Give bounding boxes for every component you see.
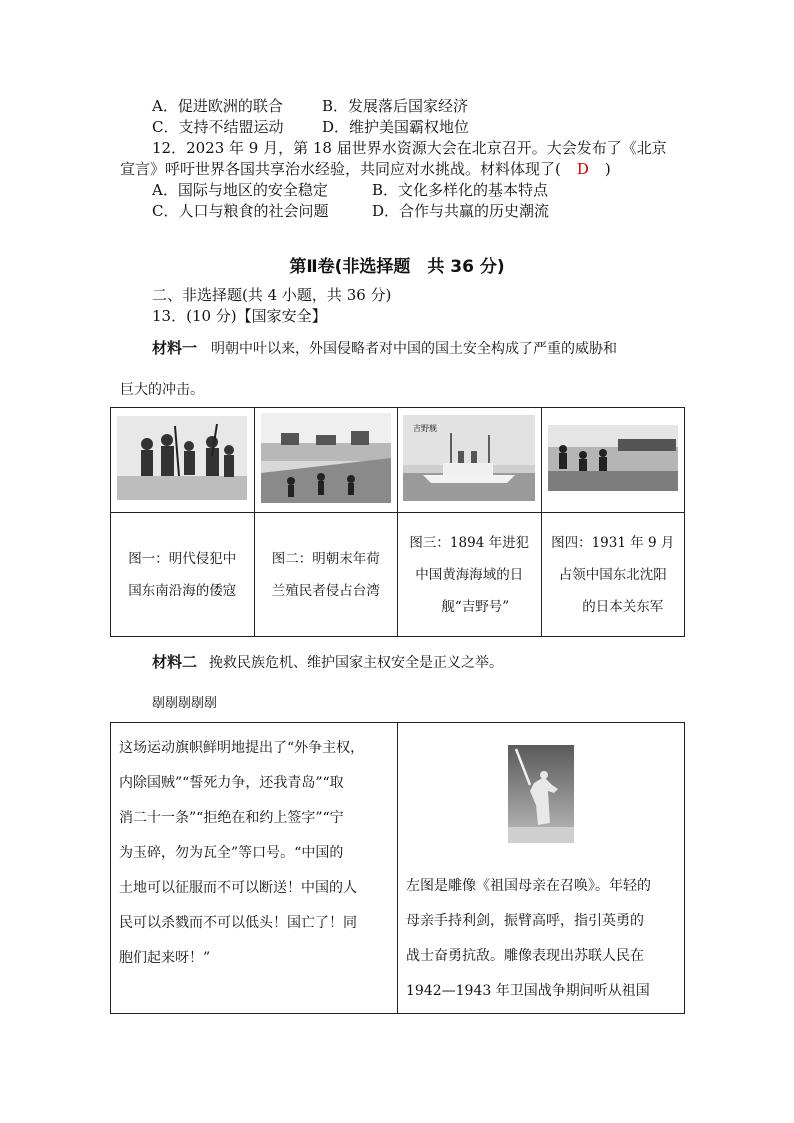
image-table xyxy=(110,407,685,637)
image-cell-1 xyxy=(111,408,255,513)
caption-4-line1: 图四：1931 年 9 月 xyxy=(551,534,675,551)
q13-header: 13．(10 分)【国家安全】 xyxy=(152,307,327,325)
ship-label: 吉野舰 xyxy=(413,424,438,433)
left-line-6: 民可以杀戮而不可以低头！国亡了！同 xyxy=(119,915,357,931)
q12-stem-line1: 12．2023 年 9 月，第 18 届世界水资源大会在北京召开。大会发布了《北京 xyxy=(152,139,667,157)
caption-1-line1: 图一：明代侵犯中 xyxy=(128,550,237,567)
part2-header: 二、非选择题(共 4 小题，共 36 分) xyxy=(152,286,392,304)
right-line-4: 1942—1943 年卫国战争期间听从祖国 xyxy=(406,983,650,999)
material2-text: 挽救民族危机、维护国家主权安全是正义之举。 xyxy=(209,655,504,671)
material1-label: 材料一 xyxy=(152,339,198,357)
dutch-taiwan-image xyxy=(261,413,391,503)
yoshino-warship-image xyxy=(403,415,535,501)
caption-1 xyxy=(111,513,255,637)
q12-option-d: D．合作与共赢的历史潮流 xyxy=(372,202,550,220)
caption-4-line2: 占领中国东北沈阳 xyxy=(558,566,667,583)
q11-option-a: A．促进欧洲的联合 xyxy=(152,97,283,115)
statue-image-wrap xyxy=(406,731,676,869)
image-cell-3 xyxy=(398,408,542,513)
material1-line2: 巨大的冲击。 xyxy=(120,382,204,398)
q12-close-paren: ) xyxy=(604,160,611,178)
right-line-1: 左图是雕像《祖国母亲在召唤》。年轻的 xyxy=(406,878,651,894)
image-cell-2 xyxy=(254,408,398,513)
left-line-1: 这场运动旗帜鲜明地提出了“外争主权， xyxy=(119,740,365,756)
q12-option-c: C．人口与粮食的社会问题 xyxy=(152,202,329,220)
caption-2-line1: 图二：明朝末年荷 xyxy=(271,550,380,567)
q12-stem-line2 xyxy=(120,159,611,179)
caption-3-line3: 舰“吉野号” xyxy=(441,598,510,615)
q11-option-d: D．维护美国霸权地位 xyxy=(322,118,470,136)
left-line-5: 土地可以征服而不可以断送！中国的人 xyxy=(119,880,357,896)
material2-line xyxy=(152,652,503,673)
caption-2 xyxy=(254,513,398,637)
q12-stem-line2-text: 宣言》呼吁世界各国共享治水经验，共同应对水挑战。材料体现了( xyxy=(120,160,561,178)
left-line-3: 消二十一条”“拒绝在和约上签字”“宁 xyxy=(119,810,344,826)
caption-4-line3: 的日本关东军 xyxy=(582,598,664,615)
wokou-pirates-image xyxy=(117,416,247,500)
material1-line1 xyxy=(152,338,617,359)
q11-option-b: B．发展落后国家经济 xyxy=(322,97,469,115)
may-fourth-text-cell xyxy=(111,723,398,1014)
motherland-calls-statue-image xyxy=(508,745,574,843)
right-line-2: 母亲手持利剑，振臂高呼，指引英勇的 xyxy=(406,913,644,929)
material1-text: 明朝中叶以来，外国侵略者对中国的国土安全构成了严重的威胁和 xyxy=(211,341,618,357)
caption-3-line2: 中国黄海海域的日 xyxy=(415,566,524,583)
left-line-7: 胞们起来呀！” xyxy=(119,950,211,966)
caption-3-line1: 图三：1894 年进犯 xyxy=(409,534,530,551)
left-line-2: 内除国贼”“誓死力争，还我青岛”“取 xyxy=(119,775,344,791)
material2-label: 材料二 xyxy=(152,653,198,671)
caption-2-line2: 兰殖民者侵占台湾 xyxy=(271,582,380,599)
image-cell-4 xyxy=(541,408,685,513)
statue-cell xyxy=(398,723,685,1014)
section-title: 第Ⅱ卷(非选择题 共 36 分) xyxy=(289,257,505,277)
kwantung-army-image xyxy=(548,425,678,491)
material2-table xyxy=(110,722,685,1014)
caption-3 xyxy=(398,513,542,637)
caption-1-line2: 国东南沿海的倭寇 xyxy=(128,582,237,599)
q12-option-a: A．国际与地区的安全稳定 xyxy=(152,181,328,199)
q12-answer: D xyxy=(576,160,589,178)
material2-placeholder: 㓭㓭㓭㓭㓭 xyxy=(152,696,218,711)
caption-4 xyxy=(541,513,685,637)
left-line-4: 为玉碎，勿为瓦全”等口号。“中国的 xyxy=(119,845,344,861)
q11-option-c: C．支持不结盟运动 xyxy=(152,118,284,136)
q12-option-b: B．文化多样化的基本特点 xyxy=(372,181,549,199)
right-line-3: 战士奋勇抗敌。雕像表现出苏联人民在 xyxy=(406,948,644,964)
